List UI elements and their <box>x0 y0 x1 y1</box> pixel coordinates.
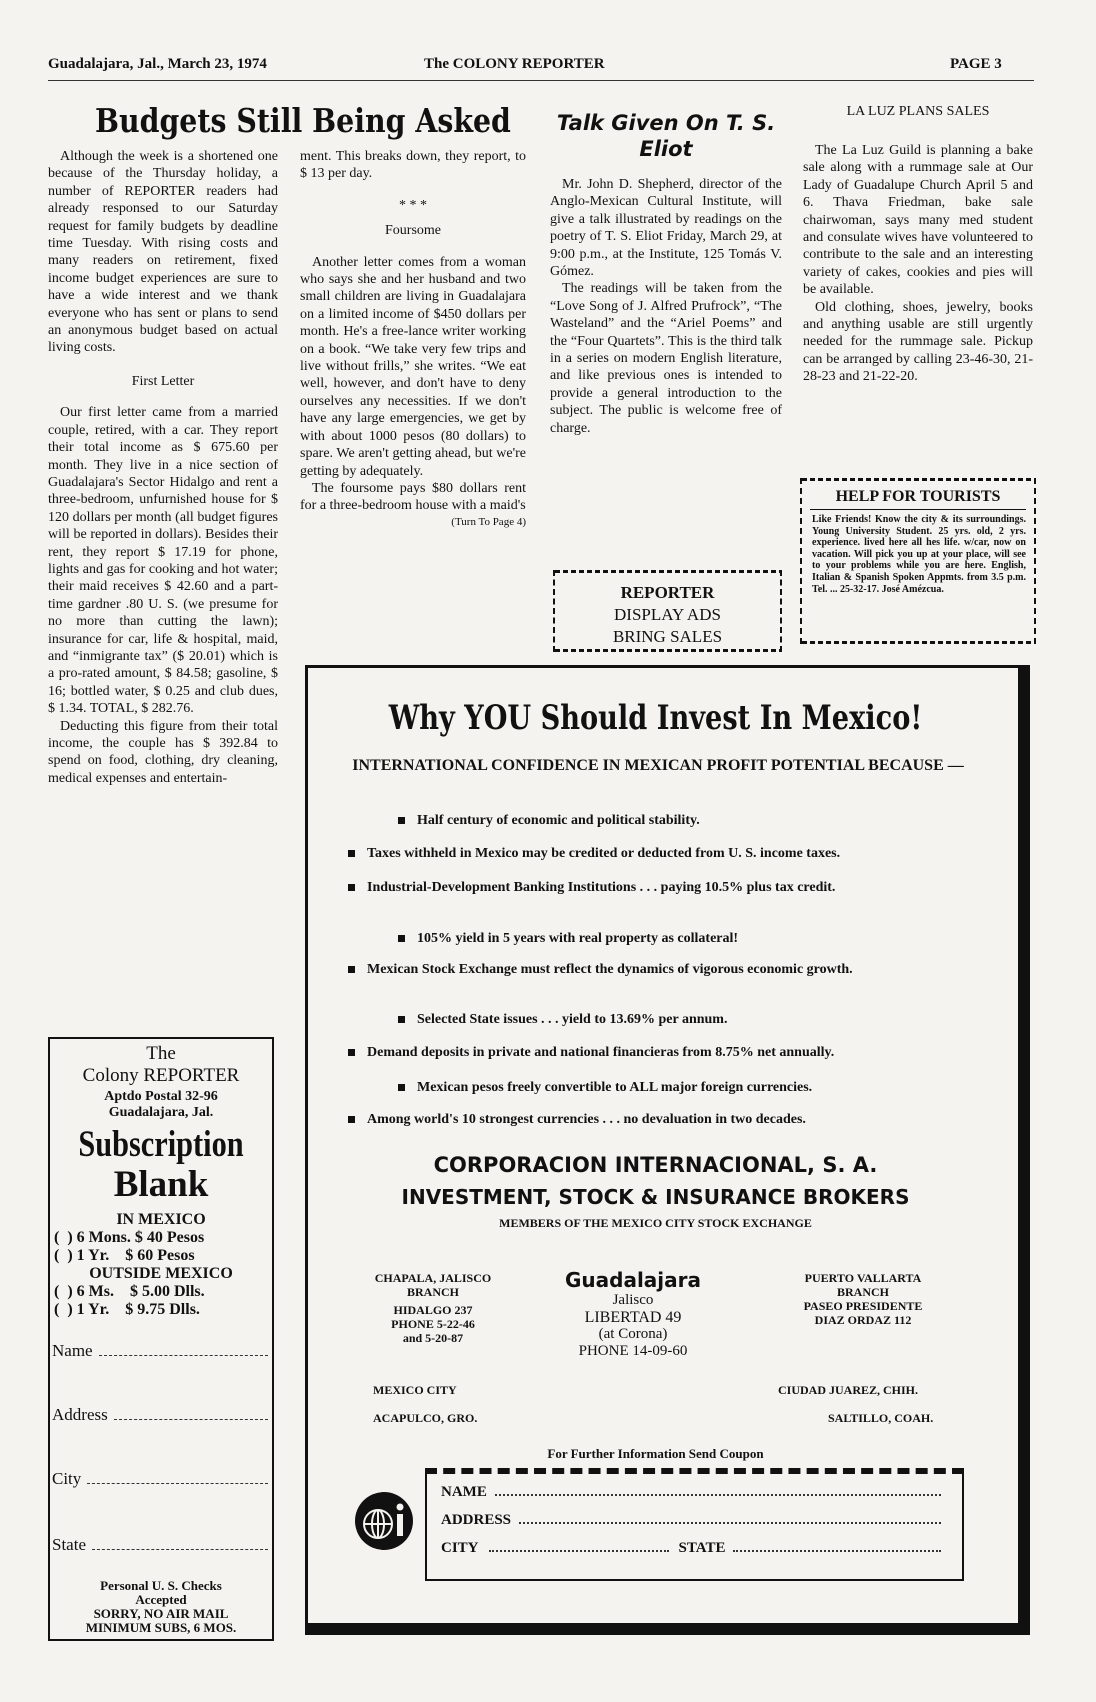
stars-divider: * * * <box>399 197 427 213</box>
invest-bullet: 105% yield in 5 years with real property as collateral! <box>398 931 738 947</box>
coupon-address-label: ADDRESS <box>441 1512 512 1528</box>
invest-bullet: Mexican pesos freely convertible to ALL major foreign currencies. <box>398 1080 812 1096</box>
budgets-para: ment. This breaks down, they report, to $ 13 per day. <box>300 149 526 182</box>
subscription-colony: Colony REPORTER <box>82 1065 240 1086</box>
ci-logo <box>353 1490 415 1552</box>
corp-brokers: INVESTMENT, STOCK & INSURANCE BROKERS <box>401 1185 910 1209</box>
foursome-subhead: Foursome <box>385 223 441 239</box>
talk-para: The readings will be taken from the “Love Song of J. Alfred Prufrock”, “The Wasteland” and the “Ariel Poems” and the “Four Quartets”. This is the third talk in a series on modern English literature, and like previous ones is intended to provide a general introduction to the subject. The public is welcome free of charge. <box>550 281 782 436</box>
coupon-city-label: CITY <box>441 1540 479 1556</box>
budgets-para: The foursome pays $80 dollars rent for a three-bedroom house with a maid's <box>300 480 526 514</box>
checks-line: Personal U. S. Checks <box>100 1578 222 1593</box>
vallarta-branch: PUERTO VALLARTA BRANCH PASEO PRESIDENTE DIAZ ORDAZ 112 <box>803 1271 923 1327</box>
name-field[interactable] <box>52 1341 268 1361</box>
mexico-city-office: MEXICO CITY <box>373 1383 457 1397</box>
subscription-the: The <box>146 1043 176 1064</box>
dateline: Guadalajara, Jal., March 23, 1974 <box>48 56 267 72</box>
budgets-para: Another letter comes from a woman who says she and her husband and two small children are living in Guadalajara on a limited income of $450 dollars per month. He's a free-lance writer working on a book. “We take very few trips and live without frills,” she writes. “We eat well, however, and don't have to deny ourselves any necessities. If we don't have any large emergencies, we get by with about 1000 pesos (80 dollars) to spare. We aren't getting ahead, but we're getting by adequately. <box>300 254 526 479</box>
coupon-name-field[interactable] <box>441 1484 941 1501</box>
accepted-line: Accepted <box>135 1592 187 1607</box>
masthead: The COLONY REPORTER <box>424 56 605 72</box>
subscription-city: Guadalajara, Jal. <box>108 1105 214 1120</box>
invest-bullet: Half century of economic and political stability. <box>398 813 700 829</box>
outside-mexico-label: OUTSIDE MEXICO <box>89 1265 233 1282</box>
talk-column <box>550 176 782 437</box>
luz-para: The La Luz Guild is planning a bake sale along with a rummage sale at Our Lady of Guadalupe Church April 5 and 6. Thava Friedman, bake sale chairwoman, says many med student and consulate wives have volunteered to contribute to the sale and an interesting variety of cakes, cookies and pies will be available. <box>803 143 1033 298</box>
tourists-title: HELP FOR TOURISTS <box>810 488 1026 510</box>
talk-para: Mr. John D. Shepherd, director of the Anglo-Mexican Cultural Institute, will give a talk illustrated by readings on the poetry of T. S. Eliot Friday, March 29, at 9:00 p.m., at the Institute, 125 Tomás V. Gómez. <box>550 177 782 280</box>
invest-bullet: Taxes withheld in Mexico may be credited or deducted from U. S. income taxes. <box>348 846 840 862</box>
address-label: Address <box>52 1405 108 1424</box>
option-1-year-pesos[interactable]: ( ) 1 Yr. $ 60 Pesos <box>54 1247 195 1264</box>
invest-bullet: Demand deposits in private and national financieras from 8.75% net annually. <box>348 1045 834 1061</box>
subscription-blank <box>48 1037 274 1641</box>
state-field[interactable] <box>52 1535 268 1555</box>
invest-bullet: Industrial-Development Banking Institutions . . . paying 10.5% plus tax credit. <box>348 880 968 896</box>
subscription-title-2: Blank <box>113 1164 209 1205</box>
coupon-note: For Further Information Send Coupon <box>547 1446 764 1461</box>
coupon-state-label: STATE <box>678 1540 726 1556</box>
display-ads-line-3: BRING SALES <box>612 627 723 646</box>
turn-to-page: (Turn To Page 4) <box>451 515 526 528</box>
city-field[interactable] <box>52 1469 268 1489</box>
display-ads-line-2: DISPLAY ADS <box>614 605 721 624</box>
guadalajara-office: Guadalajara Jalisco LIBERTAD 49 (at Corona) PHONE 14-09-60 <box>564 1268 702 1359</box>
budgets-para: Although the week is a shortened one because of the Thursday holiday, a number of REPORTER readers had already responsed to our Saturday request for family budgets by deadline time Tuesday. With rising costs and many readers on retirement, fixed income budget experiences are sure to have a wide interest and we thank everyone who has sent or plans to send an anonymous budget based on actual living costs. <box>48 149 278 356</box>
no-air-mail-line: SORRY, NO AIR MAIL <box>93 1606 229 1621</box>
first-letter-subhead: First Letter <box>131 373 195 389</box>
invest-headline: Why YOU Should Invest In Mexico! <box>388 698 923 738</box>
invest-bullet: Mexican Stock Exchange must reflect the dynamics of vigorous economic growth. <box>348 962 968 978</box>
subscription-title-1: Subscription <box>78 1124 244 1165</box>
invest-bullet: Among world's 10 strongest currencies . . . no devaluation in two decades. <box>348 1112 806 1128</box>
luz-headline: LA LUZ PLANS SALES <box>846 104 990 119</box>
saltillo-office: SALTILLO, COAH. <box>828 1411 934 1425</box>
coupon-name-label: NAME <box>441 1484 487 1500</box>
subscription-footer <box>50 1579 272 1635</box>
globe-logo-icon <box>353 1490 415 1552</box>
invest-bullet: Selected State issues . . . yield to 13.69% per annum. <box>398 1012 727 1028</box>
budgets-para: Deducting this figure from their total income, the couple has $ 392.84 to spend on food, clothing, dry cleaning, medical expenses and entertain- <box>48 718 278 786</box>
luz-para: Old clothing, shoes, jewelry, books and anything usable are still urgently needed for the rummage sale. Pickup can be arranged by calling 23-46-30, 21-28-23 and 21-22-20. <box>803 299 1033 385</box>
tourists-body: Like Friends! Know the city & its surroundings. Young University Student. 25 yrs. old, 2 yrs. experience. lived here all hes life. w/car, now on vacation. Will pick you up at your place, will see to your problems while you are here. English, Italian & Spanish Spoken Appmts. from 3.5 p.m. Tel. ... 25-32-17. José Amézcua. <box>812 514 1026 595</box>
budgets-column-2 <box>300 148 526 529</box>
corp-members: MEMBERS OF THE MEXICO CITY STOCK EXCHANGE <box>499 1216 812 1230</box>
acapulco-office: ACAPULCO, GRO. <box>373 1411 478 1425</box>
page-number: PAGE 3 <box>950 56 1002 72</box>
subscription-aptdo: Aptdo Postal 32-96 <box>104 1089 218 1104</box>
name-label: Name <box>52 1341 93 1360</box>
display-ads-line-1: REPORTER <box>620 583 715 602</box>
minimum-subs-line: MINIMUM SUBS, 6 MOS. <box>85 1620 237 1635</box>
header-rule <box>48 80 1034 81</box>
invest-headline-wrap <box>308 698 1003 738</box>
info-coupon <box>425 1468 964 1581</box>
tourists-box <box>800 478 1036 644</box>
budgets-column-1 <box>48 148 278 787</box>
option-6-months-dollars[interactable]: ( ) 6 Ms. $ 5.00 Dlls. <box>54 1283 205 1300</box>
chapala-branch: CHAPALA, JALISCO BRANCH HIDALGO 237 PHONE 5-22-46 and 5-20-87 <box>374 1271 492 1345</box>
coupon-city-state-field[interactable] <box>441 1540 941 1557</box>
invest-ad <box>305 665 1030 1635</box>
budgets-para: Our first letter came from a married couple, retired, with a car. They report their total income as $ 675.60 per month. They live in a nice section of Guadalajara's Sector Hidalgo and rent a three-bedroom, unfurnished house for $ 120 dollars per month (all budget figures will be reported in dollars). Besides their rent, they report $ 17.19 for phone, lights and gas for cooking and hot water; their maid receives $ 42.60 and a part-time gardner .80 U. S. (we presume for no more than cutting the lawn); insurance for car, life & hospital, maid, and “inmigrante tax” ($ 20.01) which is a pro-rated amount, $ 84.58; gasoline, $ 16; bottled water, $ 0.25 and club dues, $ 1.34. TOTAL, $ 282.76. <box>48 405 278 717</box>
budgets-headline: Budgets Still Being Asked <box>95 101 511 140</box>
juarez-office: CIUDAD JUAREZ, CHIH. <box>778 1383 919 1397</box>
corp-name: CORPORACION INTERNACIONAL, S. A. <box>433 1153 878 1177</box>
invest-subhead: INTERNATIONAL CONFIDENCE IN MEXICAN PROFIT POTENTIAL BECAUSE — <box>352 757 964 774</box>
coupon-address-field[interactable] <box>441 1512 941 1529</box>
luz-column <box>803 142 1033 386</box>
city-label: City <box>52 1469 82 1488</box>
option-6-months-pesos[interactable]: ( ) 6 Mons. $ 40 Pesos <box>54 1229 205 1246</box>
talk-headline: Talk Given On T. S. Eliot <box>556 111 776 161</box>
in-mexico-label: IN MEXICO <box>116 1211 206 1228</box>
address-field[interactable] <box>52 1405 268 1425</box>
option-1-year-dollars[interactable]: ( ) 1 Yr. $ 9.75 Dlls. <box>54 1301 200 1318</box>
state-label: State <box>52 1535 86 1554</box>
display-ads-box <box>553 570 782 652</box>
